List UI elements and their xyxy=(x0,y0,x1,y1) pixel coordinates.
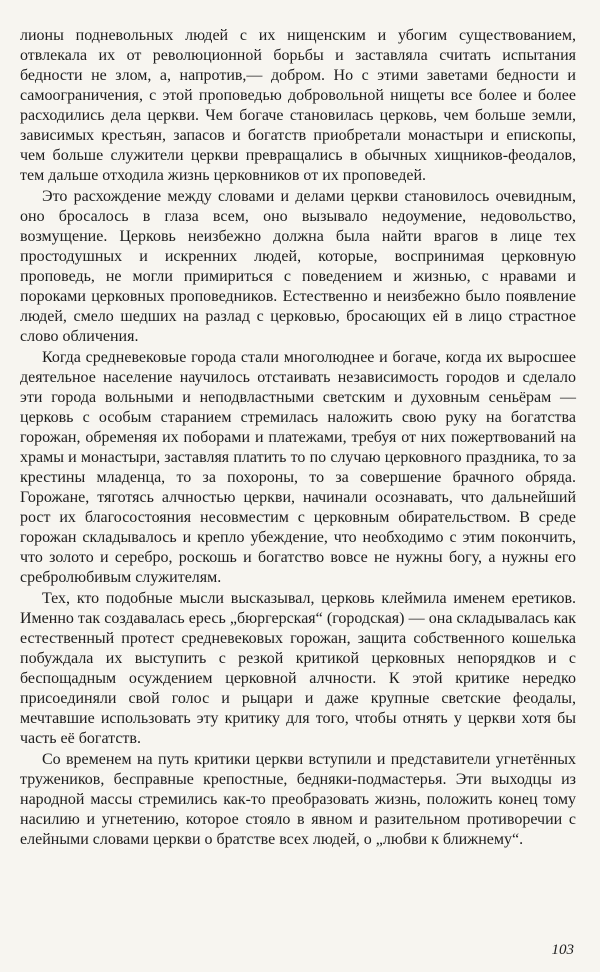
body-text xyxy=(20,26,576,851)
paragraph-2: Это расхождение между словами и делами церкви становилось очевидным, оно бросалось в глаза всем, оно вызывало недоумение, недовольство, возмущение. Церковь неизбежно должна была найти врагов в лице тех простодушных и искренних людей, которые, воспринимая церковную проповедь, не могли примириться с поведением и жизнью, с нравами и пороками церковных проповедников. Естественно и неизбежно было появление людей, смело шедших на разлад с церковью, бросающих ей в лицо страстное слово обличения. xyxy=(20,188,576,345)
page-number: 103 xyxy=(551,942,574,958)
paragraph-1: лионы подневольных людей с их нищенским и убогим существованием, отвлекала их от революционной борьбы и заставляла считать испытания бедности не злом, а, напротив,— добром. Но с этими заветами бедности и самоограничения, с этой проповедью добровольной нищеты все более и более расходились дела церкви. Чем богаче становилась церковь, чем больше земли, зависимых крестьян, запасов и богатств приобретали монастыри и епископы, чем больше служители церкви превращались в обычных хищников-феодалов, тем дальше отходила жизнь церковников от их проповедей. xyxy=(20,27,576,184)
paragraph-3: Когда средневековые города стали многолюднее и богаче, когда их выросшее деятельное население научилось отстаивать независимость городов и сделало эти города вольными и неподвластными светским и духовным сеньёрам — церковь с особым старанием стремилась наложить свою руку на богатства горожан, обременяя их поборами и платежами, требуя от них пожертвований на храмы и монастыри, заставляя платить то по случаю церковного праздника, то за крестины младенца, то за похороны, то за совершение брачного обряда. Горожане, тяготясь алчностью церкви, начинали осознавать, что дальнейший рост их благосостояния несовместим с церковным обирательством. В среде горожан складывалось и крепло убеждение, что необходимо с этим покончить, что золото и серебро, роскошь и богатство вовсе не нужны богу, а нужны его сребролюбивым служителям. xyxy=(20,349,576,586)
paragraph-4: Тех, кто подобные мысли высказывал, церковь клеймила именем еретиков. Именно так создавалась ересь „бюргерская“ (городская) — она складывалась как естественный протест средневековых горожан, защита собственного кошелька побуждала их выступить с резкой критикой церковных непорядков и с беспощадным осуждением церковной алчности. К этой критике нередко присоединяли свой голос и рыцари и даже крупные светские феодалы, мечтавшие использовать эту критику для того, чтобы отнять у церкви хотя бы часть её богатств. xyxy=(20,590,576,747)
paragraph-5: Со временем на путь критики церкви вступили и представители угнетённых тружеников, бесправные крепостные, бедняки-подмастерья. Эти выходцы из народной массы стремились как-то преобразовать жизнь, положить конец тому насилию и угнетению, которое стояло в явном и разительном противоречии с елейными словами церкви о братстве всех людей, о „любви к ближнему“. xyxy=(20,751,576,848)
